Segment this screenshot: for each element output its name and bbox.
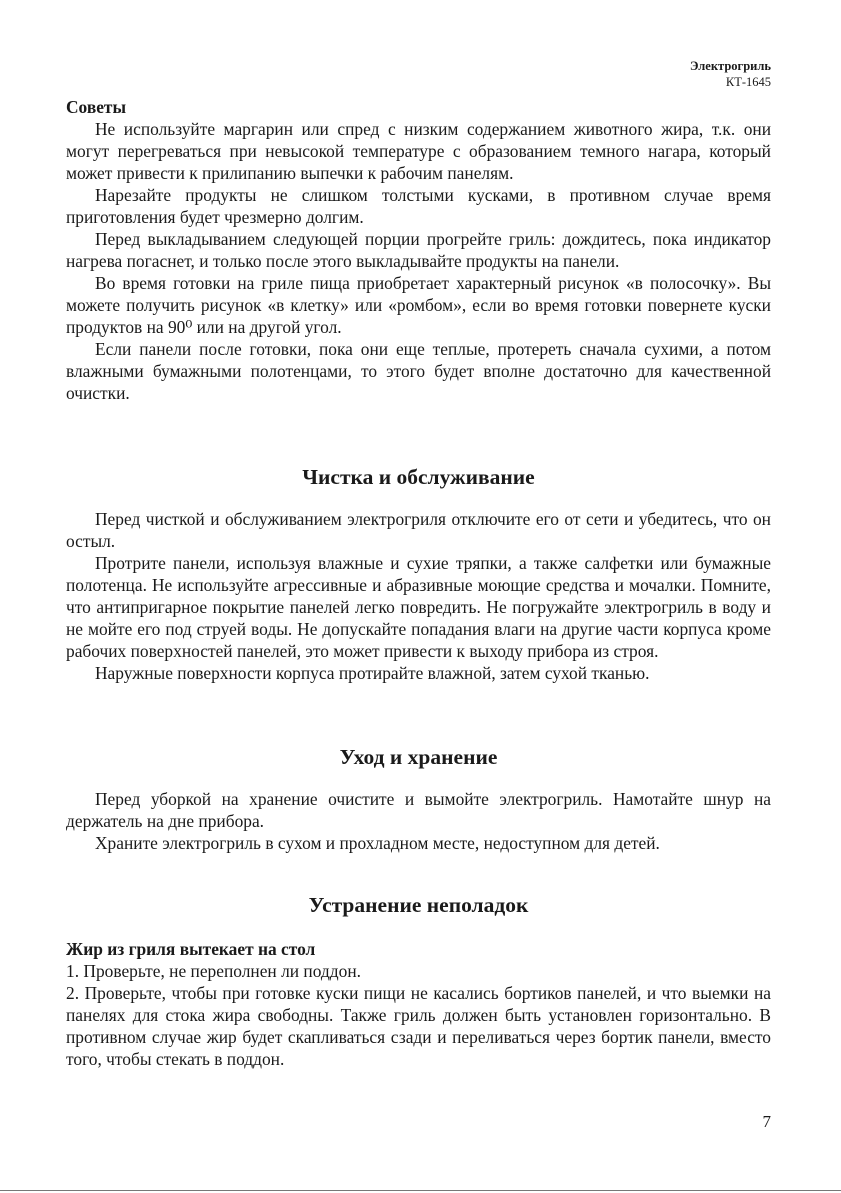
tips-paragraph: Если панели после готовки, пока они еще теплые, протереть сначала сухими, а потом влажными бумажными полотенцами, то этого будет вполне достаточно для качественной очистки. bbox=[66, 339, 771, 403]
troubleshooting-title: Устранение неполадок bbox=[308, 893, 529, 917]
storage-section bbox=[66, 744, 771, 854]
troubleshooting-subheading: Жир из гриля вытекает на стол bbox=[66, 939, 316, 959]
troubleshooting-item: 1. Проверьте, не переполнен ли поддон. bbox=[66, 961, 361, 981]
tips-paragraph: Перед выкладыванием следующей порции прогрейте гриль: дождитесь, пока индикатор нагрева погаснет, и только после этого выкладывайте продукты на панели. bbox=[66, 229, 771, 271]
cleaning-paragraph: Наружные поверхности корпуса протирайте влажной, затем сухой тканью. bbox=[95, 663, 650, 683]
page-header bbox=[690, 58, 771, 90]
tips-heading: Советы bbox=[66, 97, 127, 117]
tips-paragraph: Не используйте маргарин или спред с низким содержанием животного жира, т.к. они могут перегреваться при невысокой температуре с образованием темного нагара, который может привести к прилипанию выпечки к рабочим панелям. bbox=[66, 119, 771, 183]
cleaning-title: Чистка и обслуживание bbox=[302, 465, 535, 489]
header-product-name: Электрогриль bbox=[689, 59, 771, 73]
troubleshooting-item: 2. Проверьте, чтобы при готовке куски пищи не касались бортиков панелей, и что выемки на панелях для стока жира свободны. Также гриль должен быть установлен горизонтально. В противном случае жир будет скапливаться сзади и переливаться через бортик панели, вместо того, чтобы стекать в поддон. bbox=[66, 983, 771, 1069]
cleaning-paragraph: Перед чисткой и обслуживанием электрогриля отключите его от сети и убедитесь, что он остыл. bbox=[66, 509, 771, 551]
page-number: 7 bbox=[762, 1112, 771, 1131]
document-body bbox=[66, 96, 771, 1070]
tips-paragraph: Нарезайте продукты не слишком толстыми кусками, в противном случае время приготовления будет чрезмерно долгим. bbox=[66, 185, 771, 227]
tips-paragraph: Во время готовки на гриле пища приобретает характерный рисунок «в полосочку». Вы можете получить рисунок «в клетку» или «ромбом», если во время готовки повернете куски продуктов на 90⁰ или на другой угол. bbox=[66, 273, 771, 337]
cleaning-section bbox=[66, 464, 771, 684]
header-model-number: КТ-1645 bbox=[725, 75, 771, 89]
tips-section bbox=[66, 96, 771, 404]
cleaning-paragraph: Протрите панели, используя влажные и сухие тряпки, а также салфетки или бумажные полотенца. Не используйте агрессивные и абразивные моющие средства и мочалки. Помните, что антипригарное покрытие панелей легко повредить. Не погружайте электрогриль в воду и не мойте его под струей воды. Не допускайте попадания влаги на другие части корпуса кроме рабочих поверхностей панелей, это может привести к выходу прибора из строя. bbox=[66, 553, 771, 661]
storage-title: Уход и хранение bbox=[339, 745, 498, 769]
bottom-divider bbox=[0, 1190, 841, 1191]
storage-paragraph: Перед уборкой на хранение очистите и вымойте электрогриль. Намотайте шнур на держатель на дне прибора. bbox=[66, 789, 771, 831]
troubleshooting-section bbox=[66, 892, 771, 1070]
storage-paragraph: Храните электрогриль в сухом и прохладном месте, недоступном для детей. bbox=[95, 833, 660, 853]
